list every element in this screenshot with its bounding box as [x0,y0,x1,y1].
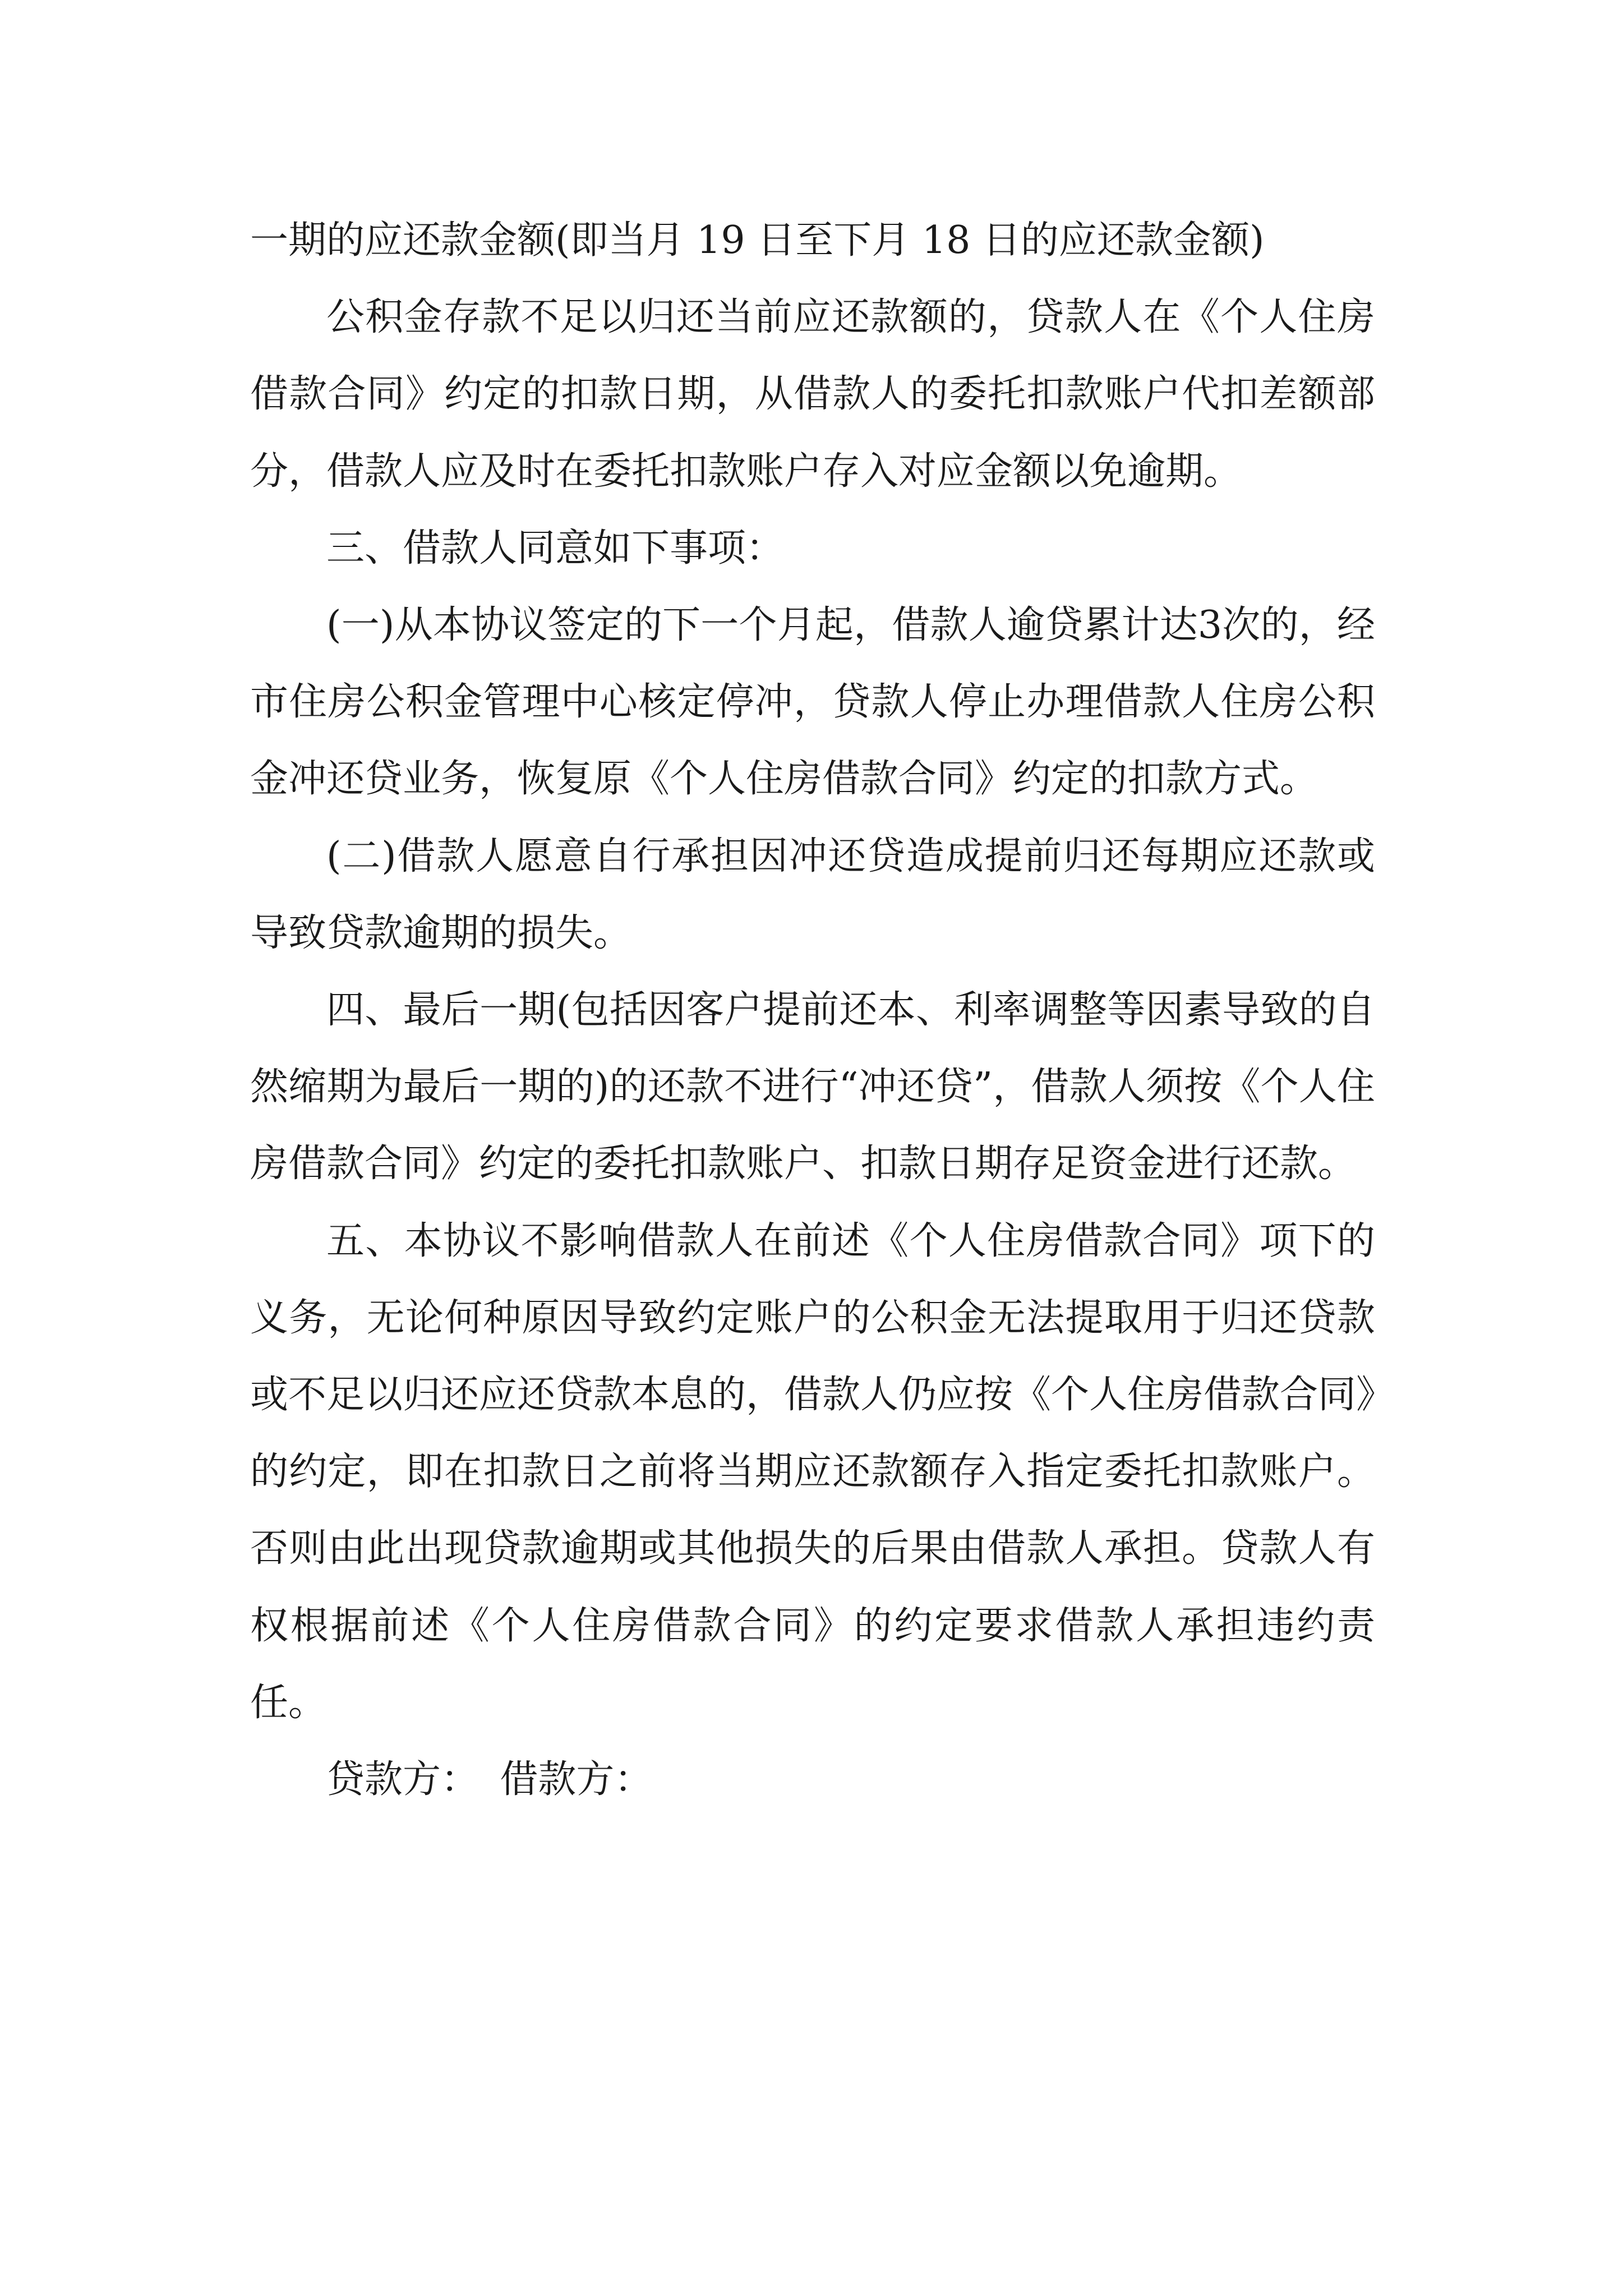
clause-one: (一)从本协议签定的下一个月起，借款人逾贷累计达3次的，经市住房公积金管理中心核定停冲，贷款人停止办理借款人住房公积金冲还贷业务，恢复原《个人住房借款合同》约定的扣款方式。 [250,603,1375,802]
borrower-label: 借款方： [500,1757,653,1802]
signature-line [250,1741,1375,1818]
clause-two: (二)借款人愿意自行承担因冲还贷造成提前归还每期应还款或导致贷款逾期的损失。 [250,834,1375,955]
section-five: 五、本协议不影响借款人在前述《个人住房借款合同》项下的义务，无论何种原因导致约定账户的公积金无法提取用于归还贷款或不足以归还应还贷款本息的，借款人仍应按《个人住房借款合同》的约定，即在扣款日之前将当期应还款额存入指定委托扣款账户。否则由此出现贷款逾期或其他损失的后果由借款人承担。贷款人有权根据前述《个人住房借款合同》的约定要求借款人承担违约责任。 [250,1218,1376,1725]
lender-label: 贷款方： [326,1757,479,1802]
document-body [250,202,1375,1818]
section-heading-three: 三、借款人同意如下事项： [326,526,785,570]
section-four: 四、最后一期(包括因客户提前还本、利率调整等因素导致的自然缩期为最后一期的)的还款不进行“冲还贷”，借款人须按《个人住房借款合同》约定的委托扣款账户、扣款日期存足资金进行还款。 [250,988,1375,1186]
paragraph-continuation: 一期的应还款金额(即当月 19 日至下月 18 日的应还款金额) [250,218,1265,263]
paragraph-deposit-shortfall: 公积金存款不足以归还当前应还款额的，贷款人在《个人住房借款合同》约定的扣款日期，从借款人的委托扣款账户代扣差额部分，借款人应及时在委托扣款账户存入对应金额以免逾期。 [250,295,1375,494]
